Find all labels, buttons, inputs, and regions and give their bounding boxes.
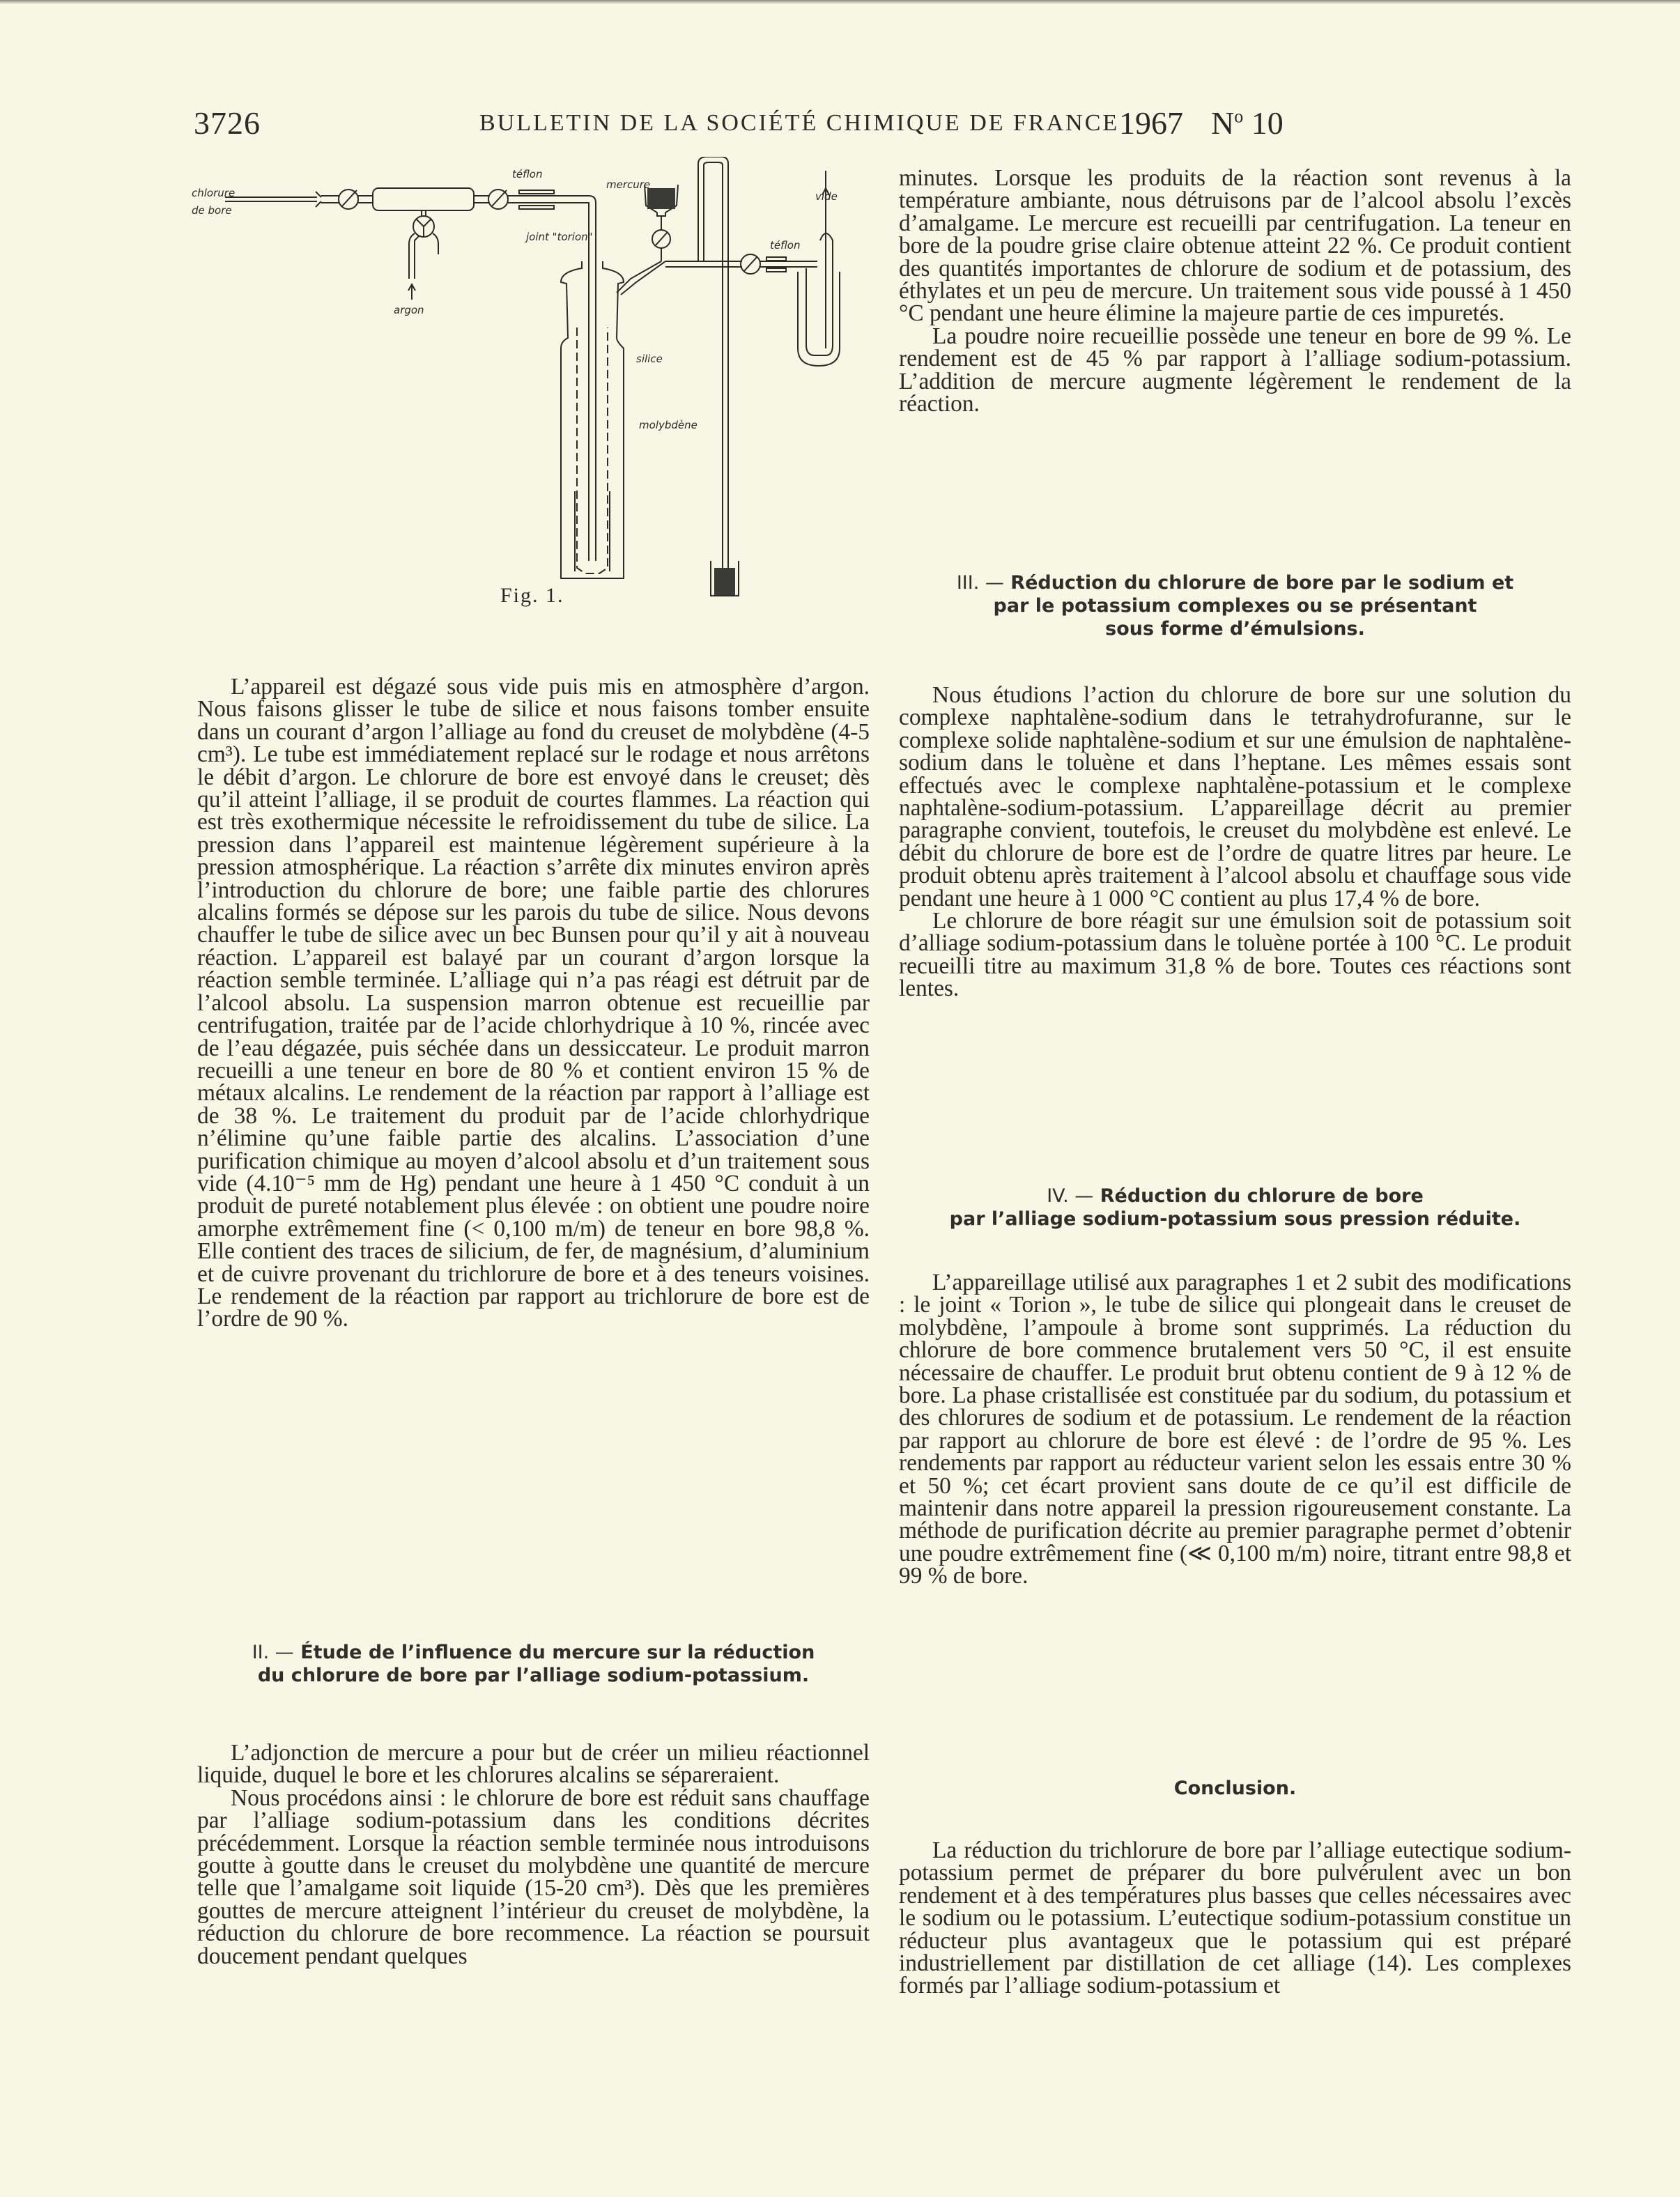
figure-caption: Fig. 1. [500, 584, 564, 607]
paragraph: Le chlorure de bore réagit sur une émulsion soit de potassium soit d’alliage sodium-potassium dans le toluène portée à 100 °C. Le produit recueilli titre au maximum 31,8 % de bore. Toutes ces réactions sont lentes. [899, 908, 1571, 1002]
label-chlorure: chlorure [192, 187, 236, 199]
label-teflon-top: téflon [512, 168, 543, 180]
label-silice: silice [636, 353, 663, 365]
right-col-para-1 [899, 167, 1571, 415]
section-heading-ii [197, 1641, 870, 1687]
issue-sup: o [1234, 106, 1244, 127]
journal-year: 1967 [1119, 105, 1183, 141]
paragraph: La poudre noire recueillie possède une teneur en bore de 99 %. Le rendement est de 45 % par rapport à l’alliage sodium-potassium. L’addition de mercure augmente légèrement le rendement de la réaction. [899, 323, 1571, 417]
page-number: 3726 [194, 105, 261, 141]
label-joint-torion: joint "torion" [526, 231, 593, 243]
section-title-line: sous forme d’émulsions. [1105, 618, 1365, 640]
label-teflon-right: téflon [770, 239, 801, 252]
label-de-bore: de bore [192, 204, 232, 217]
scan-edge-shadow [0, 0, 1680, 4]
section-title-line: par le potassium complexes ou se présentant [993, 595, 1477, 617]
issue-number [1211, 105, 1284, 141]
section-number: IV. — [1047, 1185, 1094, 1207]
right-col-para-3 [899, 684, 1571, 1001]
right-col-para-5 [899, 1272, 1571, 1588]
label-mercure: mercure [606, 178, 651, 191]
journal-title: BULLETIN DE LA SOCIÉTÉ CHIMIQUE DE FRANCE [479, 110, 1120, 136]
paragraph: Nous procédons ainsi : le chlorure de bore est réduit sans chauffage par l’alliage sodium-potassium dans les conditions décrites précédemment. Lorsque la réaction semble terminée nous introduisons goutte à goutte dans le creuset du molybdène une quantité de mercure telle que l’amalgame soit liquide (15-20 cm³). Dès que les premières gouttes de mercure atteignent l’intérieur du creuset de molybdène, la réduction du chlorure de bore recommence. La réaction se poursuit doucement pendant quelques [197, 1784, 870, 1969]
section-heading-iv [899, 1185, 1571, 1231]
label-molybdene: molybdène [639, 419, 698, 431]
apparatus-diagram [185, 157, 881, 603]
paragraph: L’adjonction de mercure a pour but de créer un milieu réactionnel liquide, duquel le bore et les chlorures alcalins se sépareraient. [197, 1740, 870, 1789]
paragraph: La réduction du trichlorure de bore par l’alliage eutectique sodium-potassium permet de préparer du bore pulvérulent avec un bon rendement et à des températures plus basses que celles nécessaires avec le sodium ou le potassium. L’eutectique sodium-potassium constitue un réducteur plus avantageux que le potassium qui est préparé industriellement par distillation de cet alliage (14). Les complexes formés par l’alliage sodium-potassium et [899, 1837, 1571, 1999]
right-col-para-6 [899, 1837, 1571, 1999]
section-title-line: Réduction du chlorure de bore par le sodium et [1010, 572, 1514, 594]
section-title-line: Étude de l’influence du mercure sur la réduction [300, 1642, 815, 1663]
left-col-para-1 [197, 676, 870, 1331]
running-header [194, 105, 1291, 146]
paragraph: minutes. Lorsque les produits de la réaction sont revenus à la température ambiante, nous détruisons par de l’alcool absolu l’excès d’amalgame. Le mercure est recueilli par centrifugation. La teneur en bore de la poudre grise claire obtenue atteint 22 %. Ce produit contient des quantités importantes de chlorure de sodium et de potassium, des éthylates et un peu de mercure. Un traitement sous vide poussé à 1 450 °C pendant une heure élimine la majeure partie de ces impuretés. [899, 165, 1571, 327]
issue-value: 10 [1251, 105, 1284, 141]
apparatus-diagram-svg [185, 157, 881, 603]
section-title-line: Réduction du chlorure de bore [1100, 1185, 1424, 1207]
issue-prefix: N [1211, 105, 1235, 141]
section-number: II. — [252, 1642, 294, 1663]
section-title-line: du chlorure de bore par l’alliage sodium-potassium. [257, 1665, 810, 1686]
label-vide: vide [815, 190, 838, 203]
section-title-line: Conclusion. [1173, 1778, 1297, 1799]
left-col-para-2 [197, 1742, 870, 1968]
paragraph: L’appareillage utilisé aux paragraphes 1 et 2 subit des modifications : le joint « Torion », le tube de silice qui plongeait dans le creuset de molybdène, l’ampoule à brome sont supprimés. La réduction du chlorure de bore commence brutalement vers 50 °C, il est ensuite nécessaire de chauffer. Le produit brut obtenu contient de 9 à 12 % de bore. La phase cristallisée est constituée par du sodium, du potassium et des chlorures de sodium et de potassium. Le rendement de la réaction par rapport au chlorure de bore est élevé : de l’ordre de 95 %. Les rendements par rapport au réducteur varient selon les essais entre 30 % et 50 %; cet écart provient sans doute de ce qu’il est difficile de maintenir dans notre appareil la pression rigoureusement constante. La méthode de purification décrite au premier paragraphe permet d’obtenir une poudre extrêmement fine (≪ 0,100 m/m) noire, titrant entre 98,8 et 99 % de bore. [899, 1270, 1571, 1589]
section-heading-iii [899, 571, 1571, 640]
label-argon: argon [394, 304, 424, 316]
paragraph: L’appareil est dégazé sous vide puis mis en atmosphère d’argon. Nous faisons glisser le tube de silice et nous faisons tomber ensuite dans un courant d’argon l’alliage au fond du creuset de molybdène (4-5 cm³). Le tube est immédiatement replacé sur le rodage et nous arrêtons le débit d’argon. Le chlorure de bore est envoyé dans le creuset; dès qu’il atteint l’alliage, il se produit de courtes flammes. La réaction qui est très exothermique nécessite le refroidissement du tube de silice. La pression dans l’appareil est maintenue légèrement supérieure à la pression atmosphérique. La réaction s’arrête dix minutes environ après l’introduction du chlorure de bore; une faible partie des chlorures alcalins formés se dépose sur les parois du tube de silice. Nous devons chauffer le tube de silice avec un bec Bunsen pour qu’il y ait à nouveau réaction. L’appareil est balayé par un courant d’argon lorsque la réaction semble terminée. L’alliage qui n’a pas réagi est détruit par de l’alcool absolu. La suspension marron obtenue est recueillie par centrifugation, traitée par de l’acide chlorhydrique à 10 %, rincée avec de l’eau dégazée, puis séchée dans un dessiccateur. Le produit marron recueilli a une teneur en bore de 80 % et contient environ 15 % de métaux alcalins. Le rendement de la réaction par rapport à l’alliage est de 38 %. Le traitement du produit par de l’acide chlorhydrique n’élimine qu’une faible partie des alcalins. L’association d’une purification chimique au moyen d’alcool absolu et d’un traitement sous vide (4.10⁻⁵ mm de Hg) pendant une heure à 1 450 °C conduit à un produit de pureté notablement plus élevée : on obtient une poudre noire amorphe extrêmement fine (< 0,100 m/m) de teneur en bore 98,8 %. Elle contient des traces de silicium, de fer, de magnésium, d’aluminium et de cuivre provenant du trichlorure de bore et à des teneurs voisines. Le rendement de la réaction par rapport au trichlorure de bore est de l’ordre de 90 %. [197, 674, 870, 1332]
section-title-line: par l’alliage sodium-potassium sous pression réduite. [949, 1208, 1521, 1230]
section-number: III. — [956, 572, 1004, 594]
section-heading-conclusion [899, 1777, 1571, 1800]
paragraph: Nous étudions l’action du chlorure de bore sur une solution du complexe naphtalène-sodium dans le tetrahydrofuranne, sur le complexe solide naphtalène-sodium et sur une émulsion de naphtalène-sodium dans le toluène et dans l’heptane. Les mêmes essais sont effectués avec le complexe naphtalène-potassium et le complexe naphtalène-sodium-potassium. L’appareillage décrit au premier paragraphe convient, toutefois, le creuset du molybdène est enlevé. Le débit du chlorure de bore est de l’ordre de quatre litres par heure. Le produit obtenu après traitement à l’alcool absolu et chauffage sous vide pendant une heure à 1 000 °C contient au plus 17,4 % de bore. [899, 682, 1571, 911]
